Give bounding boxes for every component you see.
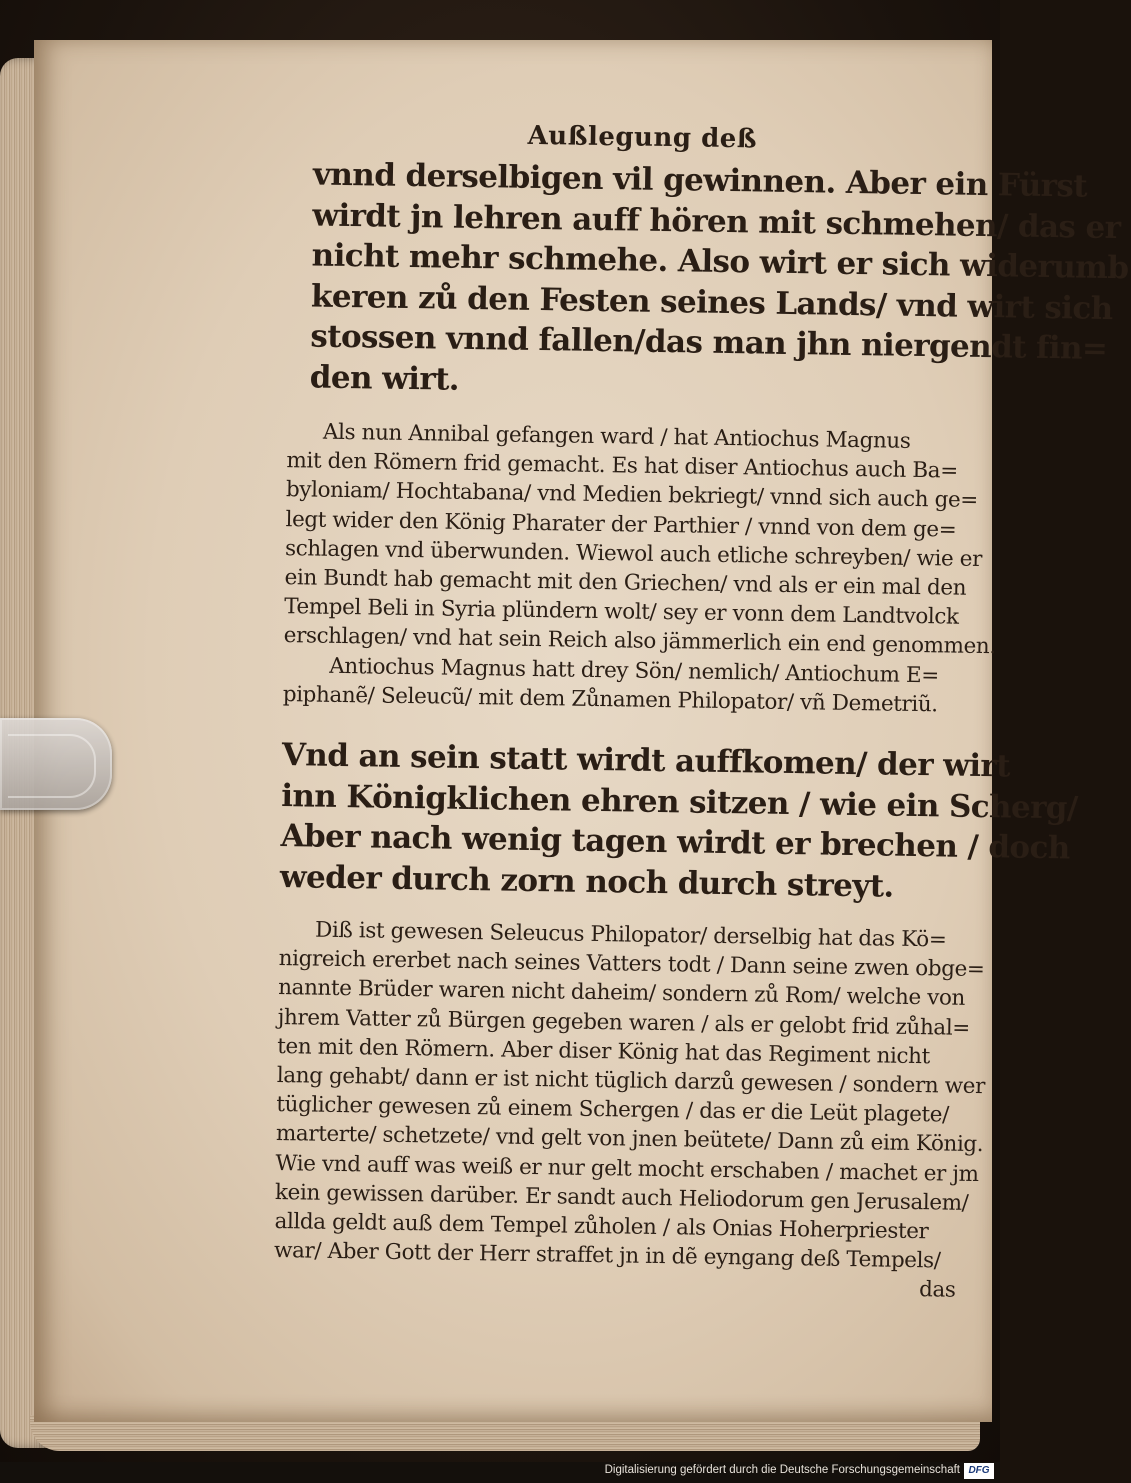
page-text (265, 110, 1129, 1305)
text-line: byloniam/ Hochtabana/ vnd Medien bekriegt/ vnnd sich auch ge= (285, 477, 979, 514)
running-header: Außlegung deß (527, 120, 758, 155)
text-line: keren zů den Festen seines Lands/ vnd wirt sich (310, 277, 1113, 327)
text-line: allda geldt auß dem Tempel zůholen / als Onias Hoherpriester (274, 1209, 929, 1245)
text-line: ein Bundt hab gemacht mit den Griechen/ vnd als er ein mal den (284, 565, 967, 601)
text-line: piphanẽ/ Seleucũ/ mit dem Zůnamen Philopator/ vñ Demetriũ. (282, 681, 938, 718)
text-line: lang gehabt/ dann er ist nicht tüglich darzů gewesen / sondern wer (276, 1063, 986, 1100)
text-line: stossen vnnd fallen/das man jhn niergendt fin= (310, 318, 1108, 367)
commentary-2 (283, 651, 966, 720)
commentary-1 (283, 417, 996, 661)
dfg-logo: DFG (964, 1463, 994, 1479)
text-line: wirdt jn lehren auff hören mit schmehen/ das er (312, 196, 1121, 246)
text-line: ten mit den Römern. Aber diser König hat das Regiment nicht (277, 1033, 931, 1070)
text-line: den wirt. (309, 358, 460, 398)
text-line: mit den Römern frid gemacht. Es hat diser Antiochus auch Ba= (286, 448, 958, 484)
text-line: tüglicher gewesen zů einem Schergen / das er die Leüt plagete/ (276, 1092, 950, 1128)
text-line: jhrem Vatter zů Bürgen gegeben waren / als er gelobt frid zůhal= (277, 1004, 971, 1041)
text-line: Als nun Annibal gefangen ward / hat Antiochus Magnus (322, 419, 911, 454)
commentary-3 (273, 915, 986, 1305)
funding-credit: Digitalisierung gefördert durch die Deutsche Forschungsgemeinschaft (604, 1464, 960, 1476)
text-line: marterte/ schetzete/ vnd gelt von jnen beütete/ Dann zů eim König. (275, 1121, 984, 1158)
bible-verse-2 (272, 735, 1078, 908)
text-line: Antiochus Magnus hatt drey Sön/ nemlich/ Antiochum E= (329, 653, 940, 688)
text-line: war/ Aber Gott der Herr straffet jn in dẽ eyngang deß Tempels/ (273, 1238, 941, 1274)
text-line: Vnd an sein statt wirdt auffkomen/ der wirt (281, 737, 1011, 785)
page-clip (0, 718, 112, 810)
text-line: Aber nach wenig tagen wirdt er brechen / doch (280, 818, 1071, 867)
bible-verse-1 (309, 154, 1129, 407)
text-line: Tempel Beli in Syria plündern wolt/ sey er vonn dem Landtvolck (284, 594, 959, 630)
text-line: erschlagen/ vnd hat sein Reich also jämmerlich ein end genommen. (283, 623, 996, 660)
text-line: kein gewissen darüber. Er sandt auch Heliodorum gen Jerusalem/ (274, 1179, 969, 1216)
text-line: weder durch zorn noch durch streyt. (279, 858, 894, 905)
text-line: nannte Brüder waren nicht daheim/ sondern zů Rom/ welche von (278, 975, 966, 1012)
text-line: legt wider den König Pharater der Parthier / vnnd von dem ge= (285, 506, 957, 543)
text-line: vnnd derselbigen vil gewinnen. Aber ein Fürst (312, 156, 1088, 205)
text-line: nigreich ererbet nach seines Vatters todt / Dann seine zwen obge= (278, 946, 985, 983)
text-line: Wie vnd auff was weiß er nur gelt mocht erschaben / machet er jm (275, 1150, 979, 1187)
text-line: nicht mehr schmehe. Also wirt er sich widerumb (311, 237, 1129, 287)
text-line: schlagen vnd überwunden. Wiewol auch etliche schreyben/ wie er (284, 535, 983, 572)
text-line: inn Königklichen ehren sitzen / wie ein Scherg/ (280, 777, 1078, 827)
catchword: das (918, 1277, 956, 1304)
text-line: Diß ist gewesen Seleucus Philopator/ derselbig hat das Kö= (314, 917, 947, 953)
